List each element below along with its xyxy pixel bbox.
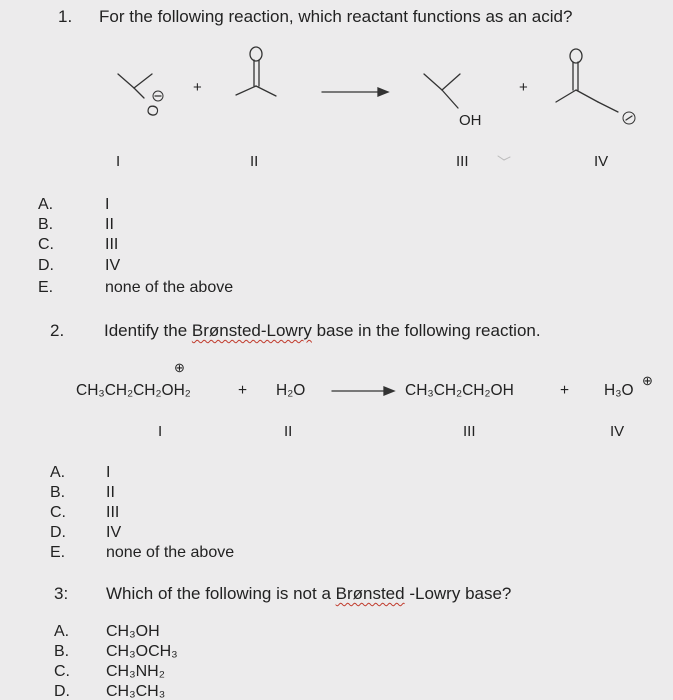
- q3-option-a[interactable]: CH₃OH: [106, 623, 160, 640]
- q2-option-b-letter: B.: [50, 484, 66, 501]
- q2-option-d-letter: D.: [50, 524, 66, 541]
- q2-option-b[interactable]: II: [106, 484, 115, 501]
- q3-option-c[interactable]: CH₃NH₂: [106, 663, 165, 680]
- q2-charge-iv: ⊕: [642, 373, 653, 388]
- q1-option-c-letter: C.: [38, 236, 54, 253]
- q2-plus-1: +: [238, 382, 248, 399]
- q2-plus-2: +: [560, 382, 570, 399]
- q1-number: 1.: [58, 7, 73, 26]
- q1-prompt: For the following reaction, which reactant functions as an acid?: [99, 7, 573, 26]
- q2-option-e[interactable]: none of the above: [106, 544, 235, 561]
- q2-prompt: Identify the Brønsted-Lowry base in the following reaction.: [104, 321, 541, 340]
- q1-label-ii: II: [250, 153, 259, 170]
- q1-option-e-letter: E.: [38, 279, 54, 296]
- q2-option-e-letter: E.: [50, 544, 66, 561]
- q3-number: 3:: [54, 584, 69, 603]
- q3-option-d[interactable]: CH₃CH₃: [106, 683, 166, 700]
- q1-plus-1: +: [193, 79, 202, 96]
- q1-option-d-letter: D.: [38, 257, 54, 274]
- q3-option-b-letter: B.: [54, 643, 70, 660]
- q2-label-i: I: [158, 423, 163, 440]
- q2-option-c[interactable]: III: [106, 504, 120, 521]
- q1-option-a-letter: A.: [38, 196, 54, 213]
- q1-label-i: I: [116, 153, 121, 170]
- q3-option-c-letter: C.: [54, 663, 70, 680]
- q1-option-e[interactable]: none of the above: [105, 279, 234, 296]
- q2-label-ii: II: [284, 423, 293, 440]
- q3-prompt: Which of the following is not a Brønsted -Lowry base?: [106, 584, 512, 603]
- q3-option-b[interactable]: CH₃OCH₃: [106, 643, 178, 660]
- q1-option-d[interactable]: IV: [105, 257, 121, 274]
- q1-option-a[interactable]: I: [105, 196, 110, 213]
- q1-option-c[interactable]: III: [105, 236, 119, 253]
- q2-option-a-letter: A.: [50, 464, 66, 481]
- q2-species-i: CH₃CH₂CH₂OH₂: [76, 382, 191, 399]
- q1-plus-2: +: [519, 79, 528, 96]
- q2-species-iii: CH₃CH₂CH₂OH: [405, 382, 514, 399]
- q2-option-a[interactable]: I: [106, 464, 111, 481]
- q2-species-ii: H₂O: [276, 382, 306, 399]
- q2-label-iii: III: [463, 423, 476, 440]
- q2-option-d[interactable]: IV: [106, 524, 122, 541]
- q2-number: 2.: [50, 321, 65, 340]
- q2-species-iv: H₃O: [604, 382, 634, 399]
- q2-charge-i: ⊕: [174, 360, 185, 375]
- q1-label-iv: IV: [594, 153, 609, 170]
- molecule-iii-oh-label: OH: [459, 112, 482, 129]
- q1-label-iii: III: [456, 153, 469, 170]
- q1-option-b-letter: B.: [38, 216, 54, 233]
- molecule-i-oxygen-label: O: [144, 103, 163, 118]
- q1-option-b[interactable]: II: [105, 216, 114, 233]
- q2-label-iv: IV: [610, 423, 625, 440]
- q3-option-d-letter: D.: [54, 683, 70, 700]
- q3-option-a-letter: A.: [54, 623, 70, 640]
- q2-option-c-letter: C.: [50, 504, 66, 521]
